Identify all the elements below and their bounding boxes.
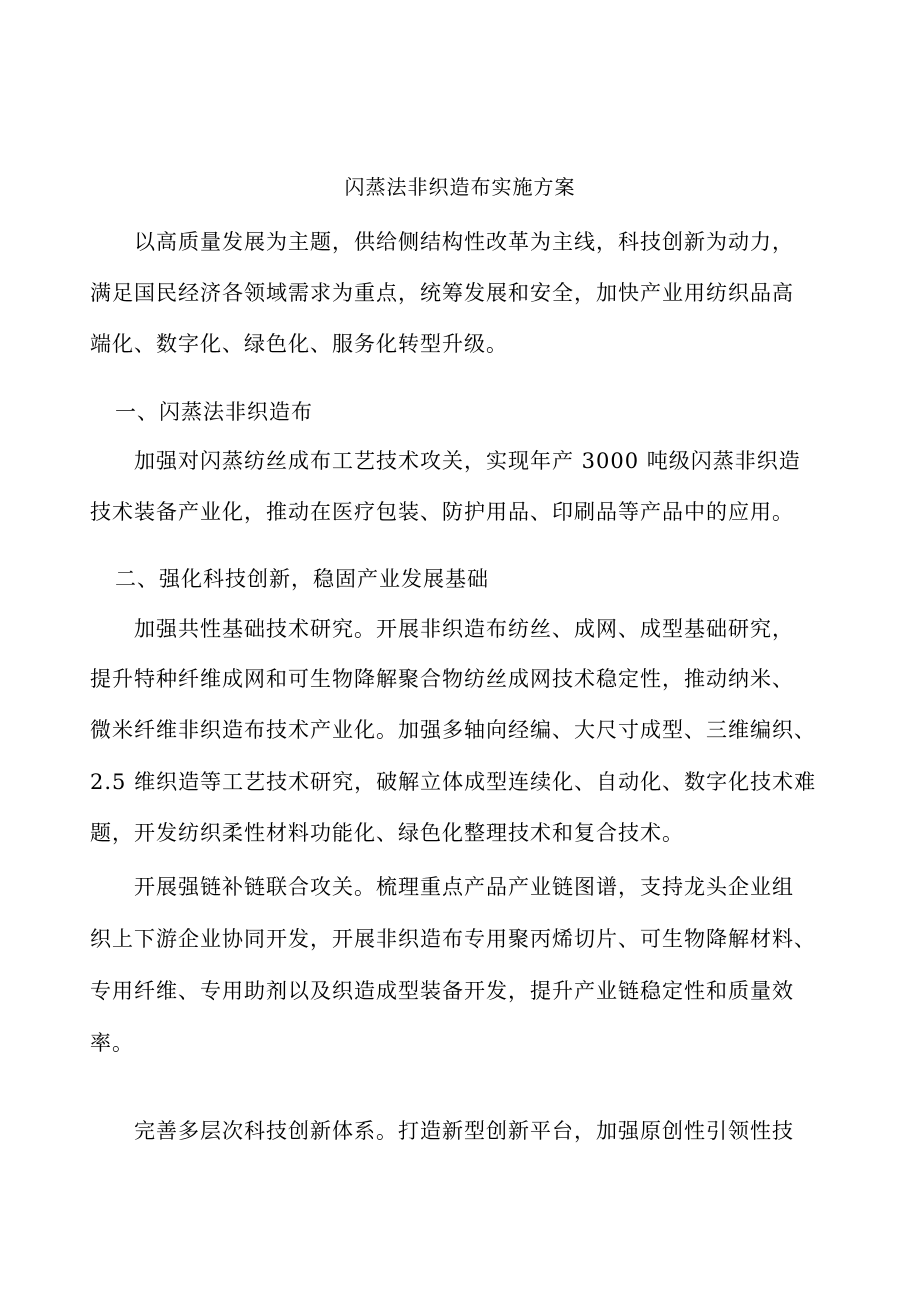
section2-heading: 二、强化科技创新，稳固产业发展基础 — [115, 567, 489, 591]
section2-p1-line-2: 提升特种纤维成网和可生物降解聚合物纺丝成网技术稳定性，推动纳米、 — [90, 667, 794, 691]
intro-line-3: 端化、数字化、绿色化、服务化转型升级。 — [90, 332, 508, 356]
section2-p2-line-2: 织上下游企业协同开发，开展非织造布专用聚丙烯切片、可生物降解材料、 — [90, 927, 816, 951]
section1-line-1: 加强对闪蒸纺丝成布工艺技术攻关，实现年产 3000 吨级闪蒸非织造 — [134, 449, 801, 473]
section2-p1-line-4: 2.5 维织造等工艺技术研究，破解立体成型连续化、自动化、数字化技术难 — [90, 770, 817, 794]
section2-p2-line-4: 率。 — [90, 1031, 134, 1055]
intro-line-1: 以高质量发展为主题，供给侧结构性改革为主线，科技创新为动力， — [134, 230, 794, 254]
section1-heading: 一、闪蒸法非织造布 — [115, 400, 313, 424]
section2-p1-line-3: 微米纤维非织造布技术产业化。加强多轴向经编、大尺寸成型、三维编织、 — [90, 718, 816, 742]
section1-line-2: 技术装备产业化，推动在医疗包装、防护用品、印刷品等产品中的应用。 — [90, 500, 794, 524]
document-title: 闪蒸法非织造布实施方案 — [344, 175, 576, 199]
section2-p2-line-3: 专用纤维、专用助剂以及织造成型装备开发，提升产业链稳定性和质量效 — [90, 979, 794, 1003]
intro-line-2: 满足国民经济各领域需求为重点，统筹发展和安全，加快产业用纺织品高 — [90, 281, 794, 305]
section2-p3-line-1: 完善多层次科技创新体系。打造新型创新平台，加强原创性引领性技 — [134, 1119, 794, 1143]
section2-p1-line-1: 加强共性基础技术研究。开展非织造布纺丝、成网、成型基础研究， — [134, 617, 794, 641]
section2-p2-line-1: 开展强链补链联合攻关。梳理重点产品产业链图谱，支持龙头企业组 — [134, 875, 794, 899]
section2-p1-line-5: 题，开发纺织柔性材料功能化、绿色化整理技术和复合技术。 — [90, 821, 684, 845]
